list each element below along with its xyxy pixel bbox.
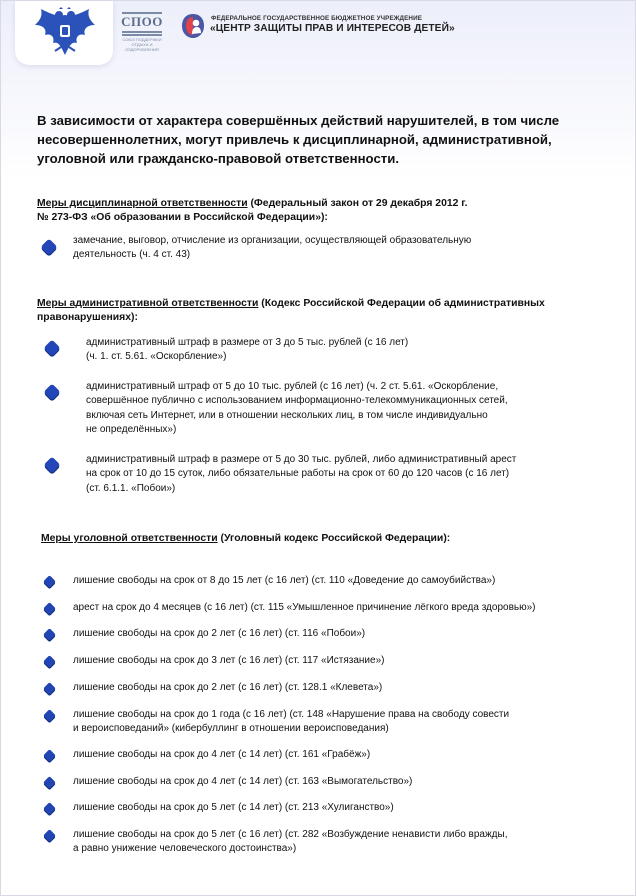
intro-line: несовершеннолетних, могут привлечь к дисциплинарной, административной, xyxy=(37,132,552,147)
list-item-line: лишение свободы на срок до 5 лет (с 14 лет) (ст. 213 «Хулиганство») xyxy=(73,802,394,813)
page-header xyxy=(1,1,636,71)
bullet-diamond-icon xyxy=(43,709,56,722)
list-item-line: лишение свободы на срок до 5 лет (с 16 лет) (ст. 282 «Возбуждение ненависти либо вражды, xyxy=(73,829,508,840)
list-item-line: лишение свободы на срок до 2 лет (с 16 лет) (ст. 116 «Побои») xyxy=(73,628,366,639)
disciplinary-source: № 273-ФЗ «Об образовании в Российской Федерации»): xyxy=(37,212,328,223)
disciplinary-source: (Федеральный закон от 29 декабря 2012 г. xyxy=(247,198,468,209)
spoo-logo-text: СПОО xyxy=(121,14,163,29)
organization-name: «ЦЕНТР ЗАЩИТЫ ПРАВ И ИНТЕРЕСОВ ДЕТЕЙ» xyxy=(210,23,455,34)
disciplinary-title: Меры дисциплинарной ответственности xyxy=(37,198,248,209)
list-item-line: на срок от 10 до 15 суток, либо обязательные работы на срок от 60 до 120 часов (с 16 лет) xyxy=(86,468,510,480)
criminal-title: Меры уголовной ответственности xyxy=(41,533,218,544)
list-item xyxy=(73,775,412,789)
bullet-diamond-icon xyxy=(44,457,61,474)
list-item-line: лишение свободы на срок от 8 до 15 лет (с 16 лет) (ст. 110 «Доведение до самоубийства») xyxy=(73,575,496,586)
czpid-logo-icon xyxy=(180,12,206,40)
criminal-heading xyxy=(41,532,450,546)
list-item xyxy=(86,453,516,496)
list-item xyxy=(73,654,384,668)
list-item xyxy=(73,234,471,263)
criminal-source: (Уголовный кодекс Российской Федерации): xyxy=(217,533,451,544)
bullet-diamond-icon xyxy=(43,682,56,695)
list-item-line: и вероисповеданий» (кибербуллинг в отношении вероисповедания) xyxy=(73,723,389,735)
list-item-line: деятельность (ч. 4 ст. 43) xyxy=(73,249,191,261)
bullet-diamond-icon xyxy=(43,776,56,789)
bullet-diamond-icon xyxy=(43,602,56,615)
list-item-line: (ч. 1. ст. 5.61. «Оскорбление») xyxy=(86,351,227,363)
list-item-line: совершённое публично с использованием информационно-телекоммуникационных сетей, xyxy=(86,395,508,407)
list-item-line: включая сеть Интернет, или в отношении нескольких лиц, в том числе индивидуально xyxy=(86,409,488,421)
list-item-line: не определённых») xyxy=(86,424,177,436)
list-item xyxy=(73,708,509,737)
bullet-diamond-icon xyxy=(43,655,56,668)
list-item-line: замечание, выговор, отчисление из организации, осуществляющей образовательную xyxy=(73,235,472,246)
intro-paragraph xyxy=(37,111,607,168)
bullet-diamond-icon xyxy=(41,239,58,256)
list-item xyxy=(73,748,370,762)
list-item-line: лишение свободы на срок до 4 лет (с 14 лет) (ст. 161 «Грабёж») xyxy=(73,749,371,760)
list-item-line: административный штраф в размере от 3 до 5 тыс. рублей (с 16 лет) xyxy=(86,337,409,348)
list-item-line: (ст. 6.1.1. «Побои») xyxy=(86,482,176,494)
disciplinary-heading xyxy=(37,197,467,225)
list-item xyxy=(86,380,508,438)
list-item-line: лишение свободы на срок до 1 года (с 16 лет) (ст. 148 «Нарушение права на свободу совести xyxy=(73,709,510,720)
bullet-diamond-icon xyxy=(44,340,61,357)
administrative-heading xyxy=(37,297,545,325)
bullet-diamond-icon xyxy=(43,575,56,588)
list-item xyxy=(73,828,507,857)
organization-type: ФЕДЕРАЛЬНОЕ ГОСУДАРСТВЕННОЕ БЮДЖЕТНОЕ УЧРЕЖДЕНИЕ xyxy=(211,15,422,22)
list-item-line: арест на срок до 4 месяцев (с 16 лет) (ст. 115 «Умышленное причинение лёгкого вреда здоровью») xyxy=(73,602,536,613)
bullet-diamond-icon xyxy=(43,802,56,815)
coat-of-arms-icon xyxy=(31,7,99,61)
list-item-line: лишение свободы на срок до 3 лет (с 16 лет) (ст. 117 «Истязание») xyxy=(73,655,385,666)
list-item xyxy=(73,627,365,641)
bullet-diamond-icon xyxy=(43,628,56,641)
bullet-diamond-icon xyxy=(43,829,56,842)
list-item-line: а равно унижение человеческого достоинства») xyxy=(73,843,297,855)
administrative-source: правонарушениях): xyxy=(37,312,138,323)
spoo-logo-subtitle: СОЮЗ ПОДДЕРЖКИ ОТДЫХА И ОЗДОРОВЛЕНИЯ xyxy=(122,37,162,52)
list-item xyxy=(73,601,536,615)
bullet-diamond-icon xyxy=(43,749,56,762)
intro-line: уголовной или гражданско-правовой ответственности. xyxy=(37,151,400,166)
list-item xyxy=(86,336,408,365)
list-item-line: административный штраф от 5 до 10 тыс. рублей (с 16 лет) (ч. 2 ст. 5.61. «Оскорбление, xyxy=(86,381,499,392)
intro-line: В зависимости от характера совершённых действий нарушителей, в том числе xyxy=(37,113,560,128)
list-item xyxy=(73,681,382,695)
list-item xyxy=(73,574,495,588)
administrative-title: Меры административной ответственности xyxy=(37,298,259,309)
list-item-line: лишение свободы на срок до 2 лет (с 16 лет) (ст. 128.1 «Клевета») xyxy=(73,682,383,693)
list-item-line: административный штраф в размере от 5 до 30 тыс. рублей, либо административный арест xyxy=(86,454,517,465)
list-item xyxy=(73,801,394,815)
bullet-diamond-icon xyxy=(44,384,61,401)
administrative-source: (Кодекс Российской Федерации об административных xyxy=(258,298,545,309)
list-item-line: лишение свободы на срок до 4 лет (с 14 лет) (ст. 163 «Вымогательство») xyxy=(73,776,413,787)
spoo-logo xyxy=(118,12,166,52)
